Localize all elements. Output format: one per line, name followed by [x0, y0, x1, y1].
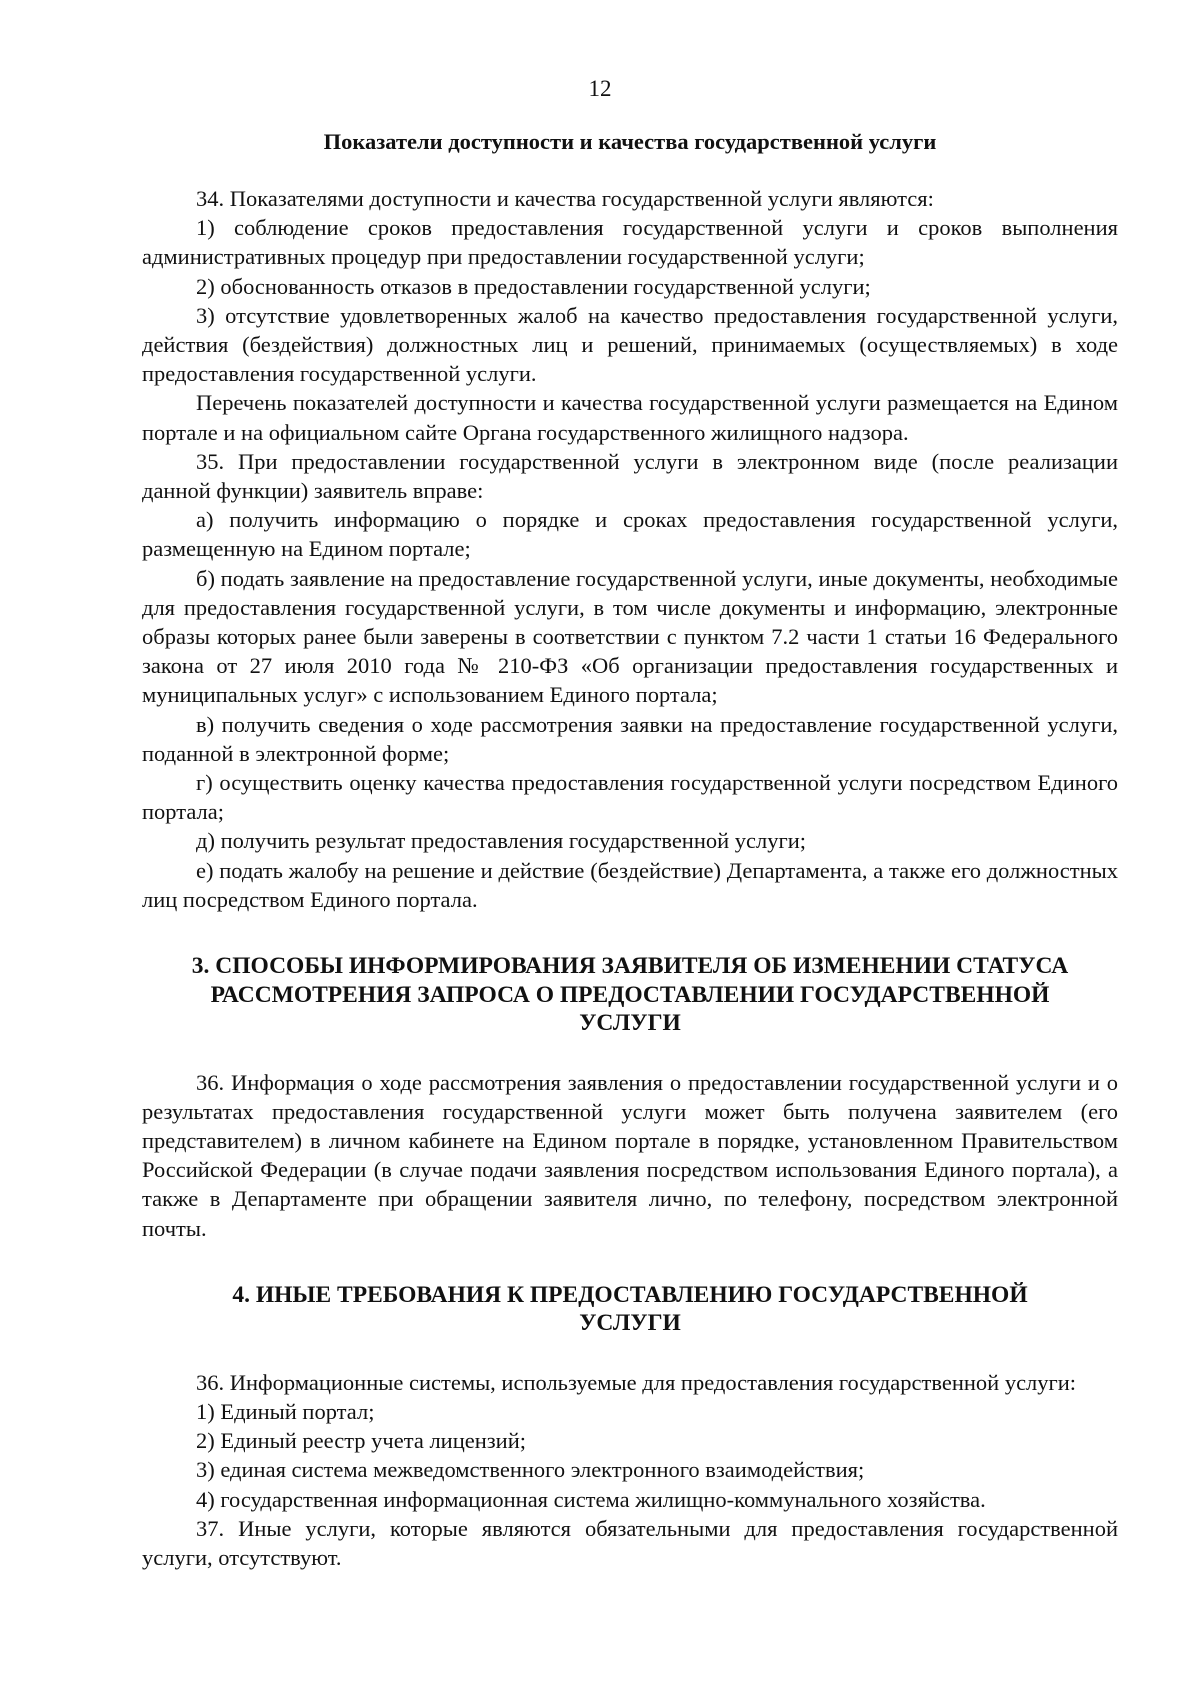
paragraph: б) подать заявление на предоставление государственной услуги, иные документы, необходимые для предоставления государственной услуги, в том числе документы и информацию, электронные образы которых ранее были заверены в соответствии с пунктом 7.2 части 1 статьи 16 Федерального закона от 27 июля 2010 года № 210-ФЗ «Об организации предоставления государственных и муниципальных услуг» с использованием Единого портала; [142, 565, 1118, 708]
section-3-title: 3. СПОСОБЫ ИНФОРМИРОВАНИЯ ЗАЯВИТЕЛЯ ОБ ИЗМЕНЕНИИ СТАТУСА РАССМОТРЕНИЯ ЗАПРОСА О ПРЕДОСТАВЛЕНИИ ГОСУДАРСТВЕННОЙ УСЛУГИ [191, 953, 1069, 1037]
paragraph: а) получить информацию о порядке и сроках предоставления государственной услуги, размещенную на Едином портале; [142, 507, 1118, 562]
paragraph: г) осуществить оценку качества предоставления государственной услуги посредством Единого портала; [142, 770, 1118, 825]
subheading: Показатели доступности и качества государственной услуги [323, 129, 937, 154]
paragraph: 1) Единый портал; [196, 1399, 375, 1424]
paragraph: 35. При предоставлении государственной услуги в электронном виде (после реализации данной функции) заявитель вправе: [142, 448, 1118, 504]
document-body [142, 127, 1118, 1572]
page-number: 12 [588, 76, 612, 101]
paragraph: 37. Иные услуги, которые являются обязательными для предоставления государственной услуги, отсутствуют. [142, 1515, 1118, 1571]
paragraph: 3) отсутствие удовлетворенных жалоб на качество предоставления государственной услуги, действия (бездействия) должностных лиц и решений, принимаемых (осуществляемых) в ходе предоставления государственной услуги. [142, 302, 1118, 387]
section-4-title: 4. ИНЫЕ ТРЕБОВАНИЯ К ПРЕДОСТАВЛЕНИЮ ГОСУДАРСТВЕННОЙ УСЛУГИ [232, 1281, 1028, 1337]
paragraph: в) получить сведения о ходе рассмотрения заявки на предоставление государственной услуги, поданной в электронной форме; [142, 711, 1118, 766]
paragraph: 36. Информация о ходе рассмотрения заявления о предоставлении государственной услуги и о результатах предоставления государственной услуги может быть получена заявителем (его представителем) в личном кабинете на Едином портале в порядке, установленном Правительством Российской Федерации (в случае подачи заявления посредством использования Единого портала), а также в Департаменте при обращении заявителя лично, по телефону, посредством электронной почты. [142, 1069, 1118, 1241]
paragraph: 3) единая система межведомственного электронного взаимодействия; [196, 1457, 865, 1483]
paragraph: 2) Единый реестр учета лицензий; [196, 1428, 527, 1454]
paragraph: 1) соблюдение сроков предоставления государственной услуги и сроков выполнения административных процедур при предоставлении государственной услуги; [142, 215, 1118, 270]
paragraph: д) получить результат предоставления государственной услуги; [196, 828, 807, 854]
paragraph: 4) государственная информационная система жилищно-коммунального хозяйства. [196, 1486, 986, 1512]
availability-indicators-block [142, 184, 1118, 914]
paragraph: Перечень показателей доступности и качества государственной услуги размещается на Едином портале и на официальном сайте Органа государственного жилищного надзора. [142, 390, 1118, 445]
paragraph: 36. Информационные системы, используемые для предоставления государственной услуги: [196, 1369, 1077, 1395]
paragraph: е) подать жалобу на решение и действие (бездействие) Департамента, а также его должностных лиц посредством Единого портала. [142, 857, 1118, 912]
paragraph: 2) обоснованность отказов в предоставлении государственной услуги; [196, 273, 871, 299]
paragraph: 34. Показателями доступности и качества государственной услуги являются: [196, 186, 934, 211]
